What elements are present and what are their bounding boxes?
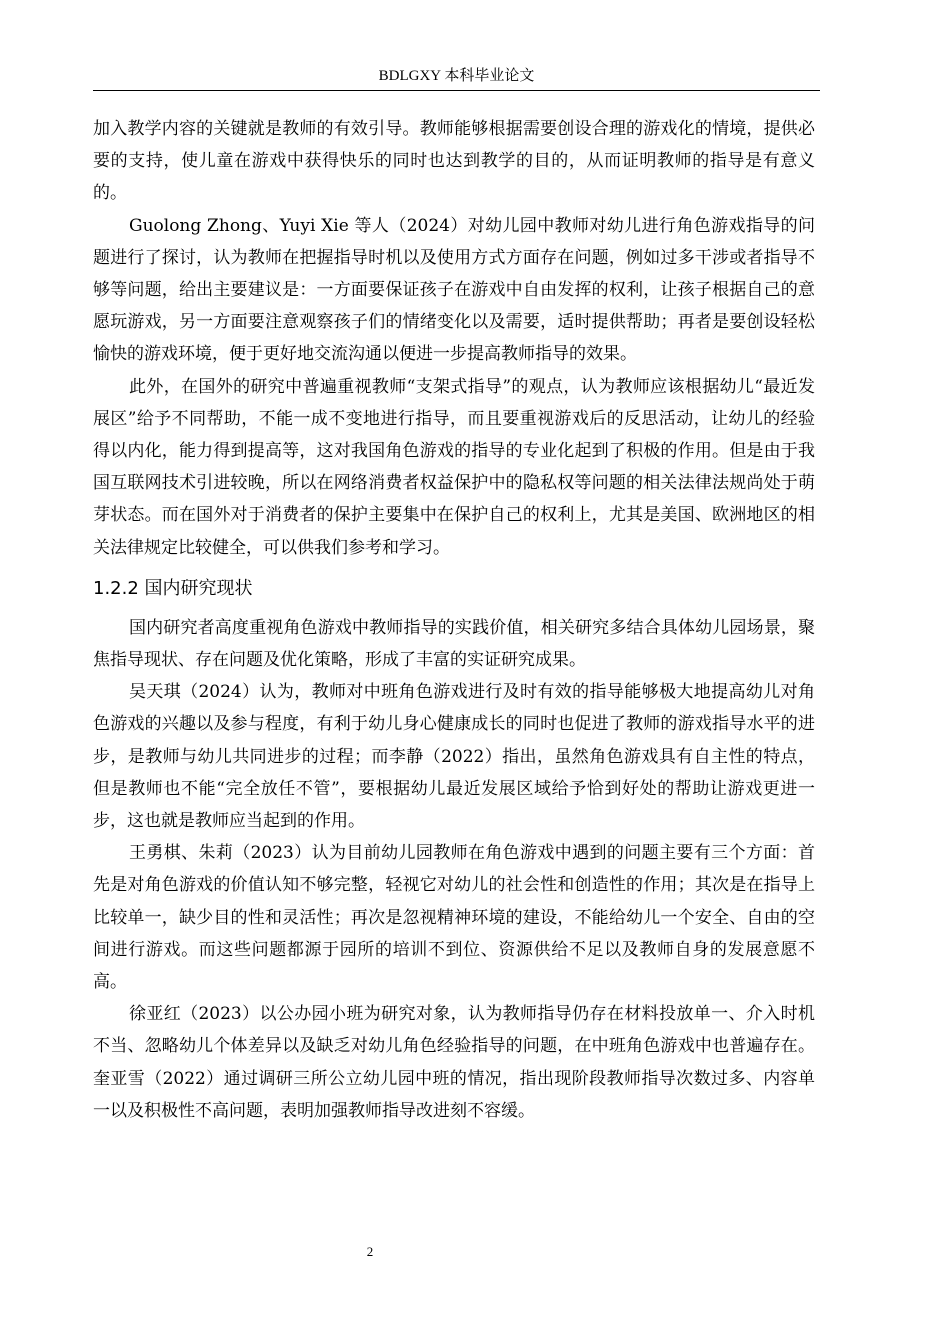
section-heading: 1.2.2 国内研究现状 [93, 577, 253, 599]
paragraph-domestic-intro: 国内研究者高度重视角色游戏中教师指导的实践价值，相关研究多结合具体幼儿园场景，聚焦指导现状、存在问题及优化策略，形成了丰富的实证研究成果。 [93, 617, 815, 671]
page-number: 2 [366, 1244, 374, 1259]
running-header: BDLGXY 本科毕业论文 [378, 68, 535, 84]
paragraph-continued: 加入教学内容的关键就是教师的有效引导。教师能够根据需要创设合理的游戏化的情境，提供必要的支持，使儿童在游戏中获得快乐的同时也达到教学的目的，从而证明教师的指导是有意义的。 [93, 119, 815, 204]
header-rule [93, 90, 820, 91]
paragraph-foreign-research: 此外，在国外的研究中普遍重视教师“支架式指导”的观点，认为教师应该根据幼儿“最近发展区”给予不同帮助，不能一成不变地进行指导，而且要重视游戏后的反思活动，让幼儿的经验得以内化，能力得到提高等，这对我国角色游戏的指导的专业化起到了积极的作用。但是由于我国互联网技术引进较晚，所以在网络消费者权益保护中的隐私权等问题的相关法律法规尚处于萌芽状态。而在国外对于消费者的保护主要集中在保护自己的权利上，尤其是美国、欧洲地区的相关法律规定比较健全，可以供我们参考和学习。 [93, 376, 815, 558]
paragraph-xu-yahong: 徐亚红（2023）以公办园小班为研究对象，认为教师指导仍存在材料投放单一、介入时机不当、忽略幼儿个体差异以及缺乏对幼儿角色经验指导的问题，在中班角色游戏中也普遍存在。奎亚雪（2022）通过调研三所公立幼儿园中班的情况，指出现阶段教师指导次数过多、内容单一以及积极性不高问题，表明加强教师指导改进刻不容缓。 [93, 1004, 815, 1121]
paragraph-wang-zhu: 王勇棋、朱莉（2023）认为目前幼儿园教师在角色游戏中遇到的问题主要有三个方面：首先是对角色游戏的价值认知不够完整，轻视它对幼儿的社会性和创造性的作用；其次是在指导上比较单一，缺少目的性和灵活性；再次是忽视精神环境的建设，不能给幼儿一个安全、自由的空间进行游戏。而这些问题都源于园所的培训不到位、资源供给不足以及教师自身的发展意愿不高。 [93, 843, 815, 993]
body-text [93, 113, 815, 1127]
paragraph-wu-tianqi: 吴天琪（2024）认为，教师对中班角色游戏进行及时有效的指导能够极大地提高幼儿对角色游戏的兴趣以及参与程度，有利于幼儿身心健康成长的同时也促进了教师的游戏指导水平的进步，是教师与幼儿共同进步的过程；而李静（2022）指出，虽然角色游戏具有自主性的特点，但是教师也不能“完全放任不管”，要根据幼儿最近发展区域给予恰到好处的帮助让游戏更进一步，这也就是教师应当起到的作用。 [93, 682, 815, 832]
paragraph-zhong-xie: Guolong Zhong、Yuyi Xie 等人（2024）对幼儿园中教师对幼儿进行角色游戏指导的问题进行了探讨，认为教师在把握指导时机以及使用方式方面存在问题，例如过多干涉或者指导不够等问题，给出主要建议是：一方面要保证孩子在游戏中自由发挥的权利，让孩子根据自己的意愿玩游戏，另一方面要注意观察孩子们的情绪变化以及需要，适时提供帮助；再者是要创设轻松愉快的游戏环境，便于更好地交流沟通以便进一步提高教师指导的效果。 [93, 215, 815, 365]
